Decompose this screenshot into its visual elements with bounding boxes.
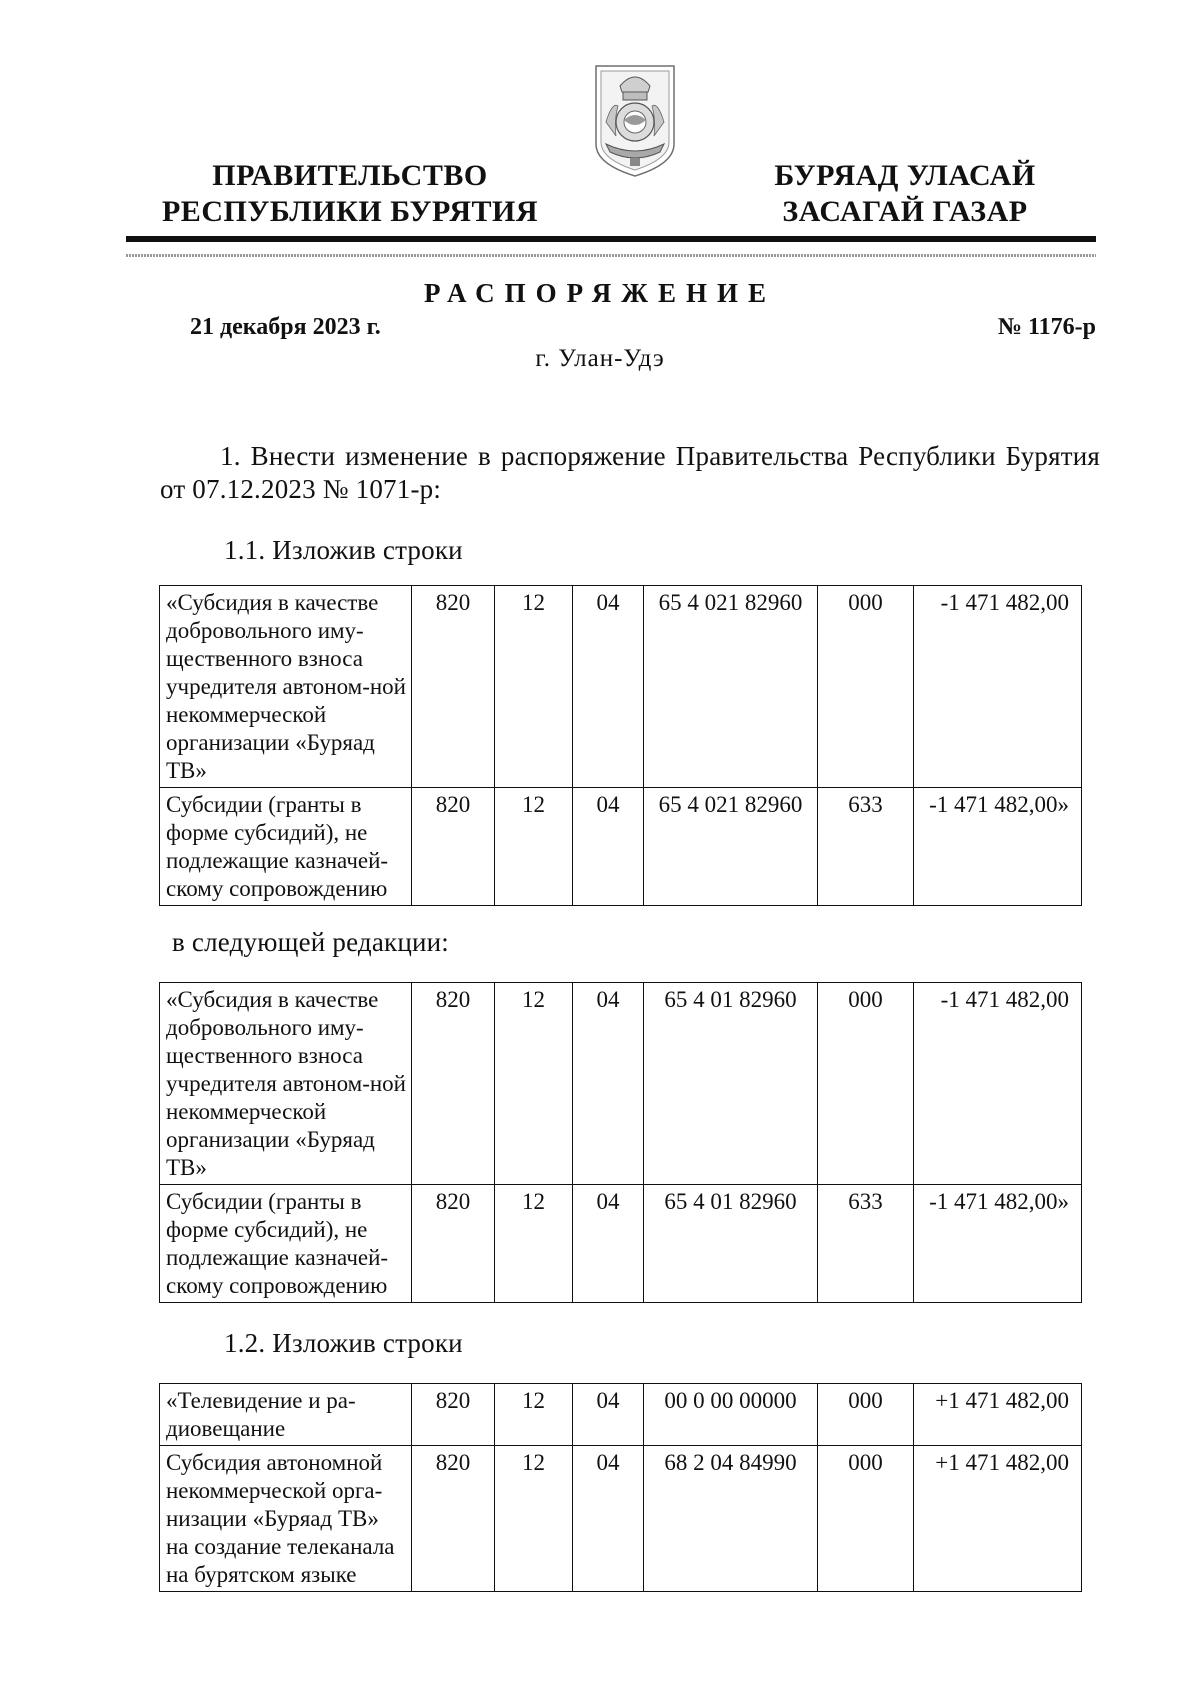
table-row [160,586,1082,788]
paragraph-1-text: 1. Внести изменение в распоряжение Правительства Республики Бурятия от 07.12.2023 № 1071-р: [160,441,1100,504]
cell-item-name: «Субсидия в качестве добровольного иму-щественного взноса учредителя автоном-ной некоммерческой организации «Буряад ТВ» [160,983,412,1185]
cell-ministry-code: 820 [412,1384,495,1446]
header-divider-thick [126,236,1096,242]
table-row [160,1384,1082,1446]
government-name-ru-line1: ПРАВИТЕЛЬСТВО [212,159,488,192]
cell-item-name: Субсидии (гранты в форме субсидий), не подлежащие казначей-скому сопровождению [160,1185,412,1303]
cell-expense-type: 000 [818,1384,914,1446]
cell-expense-type: 000 [818,1446,914,1592]
cell-ministry-code: 820 [412,586,495,788]
document-date: 21 декабря 2023 г. [190,314,381,340]
cell-subsection: 04 [573,1446,644,1592]
cell-section: 12 [495,1185,573,1303]
table-new-rows [159,982,1082,1303]
cell-item-name: «Телевидение и ра-диовещание [160,1384,412,1446]
cell-ministry-code: 820 [412,1185,495,1303]
cell-target-article: 65 4 021 82960 [644,586,818,788]
document-type: РАСПОРЯЖЕНИЕ [423,278,777,308]
table-row [160,983,1082,1185]
subheading-1-2: 1.2. Изложив строки [224,1328,463,1358]
government-name-ru-line2: РЕСПУБЛИКИ БУРЯТИЯ [161,195,539,228]
government-name-ru [160,158,540,230]
subheading-1-1: 1.1. Изложив строки [224,535,463,565]
cell-target-article: 65 4 01 82960 [644,1185,818,1303]
cell-target-article: 65 4 021 82960 [644,788,818,906]
cell-target-article: 68 2 04 84990 [644,1446,818,1592]
cell-item-name: Субсидия автономной некоммерческой орга-низации «Буряад ТВ» на создание телеканала на бурятском языке [160,1446,412,1592]
cell-subsection: 04 [573,1384,644,1446]
document-city: г. Улан-Удэ [535,345,665,372]
cell-subsection: 04 [573,586,644,788]
table-old-rows [159,585,1082,906]
cell-amount: +1 471 482,00 [914,1446,1082,1592]
cell-section: 12 [495,1384,573,1446]
cell-section: 12 [495,586,573,788]
cell-amount: -1 471 482,00» [914,788,1082,906]
cell-amount: -1 471 482,00 [914,983,1082,1185]
cell-expense-type: 633 [818,1185,914,1303]
government-name-bua-line2: ЗАСАГАЙ ГАЗАР [782,195,1028,228]
cell-subsection: 04 [573,788,644,906]
cell-expense-type: 633 [818,788,914,906]
next-edition-label: в следующей редакции: [172,927,449,957]
cell-target-article: 00 0 00 00000 [644,1384,818,1446]
cell-amount: +1 471 482,00 [914,1384,1082,1446]
cell-ministry-code: 820 [412,1446,495,1592]
cell-item-name: Субсидии (гранты в форме субсидий), не подлежащие казначей-скому сопровождению [160,788,412,906]
cell-ministry-code: 820 [412,788,495,906]
cell-item-name: «Субсидия в качестве добровольного иму-щественного взноса учредителя автоном-ной некоммерческой организации «Буряад ТВ» [160,586,412,788]
coat-of-arms-icon [592,60,678,180]
cell-expense-type: 000 [818,586,914,788]
table-tv-rows [159,1383,1082,1592]
header-divider-thin [126,254,1096,257]
government-name-bua-line1: БУРЯАД УЛАСАЙ [774,159,1036,192]
cell-section: 12 [495,1446,573,1592]
cell-amount: -1 471 482,00» [914,1185,1082,1303]
table-row [160,1185,1082,1303]
table-row [160,788,1082,906]
cell-target-article: 65 4 01 82960 [644,983,818,1185]
cell-section: 12 [495,983,573,1185]
cell-amount: -1 471 482,00 [914,586,1082,788]
cell-subsection: 04 [573,1185,644,1303]
government-name-bua [750,158,1060,230]
document-number: № 1176-р [997,314,1096,340]
table-row [160,1446,1082,1592]
cell-subsection: 04 [573,983,644,1185]
cell-expense-type: 000 [818,983,914,1185]
paragraph-1 [160,440,1100,506]
cell-ministry-code: 820 [412,983,495,1185]
cell-section: 12 [495,788,573,906]
